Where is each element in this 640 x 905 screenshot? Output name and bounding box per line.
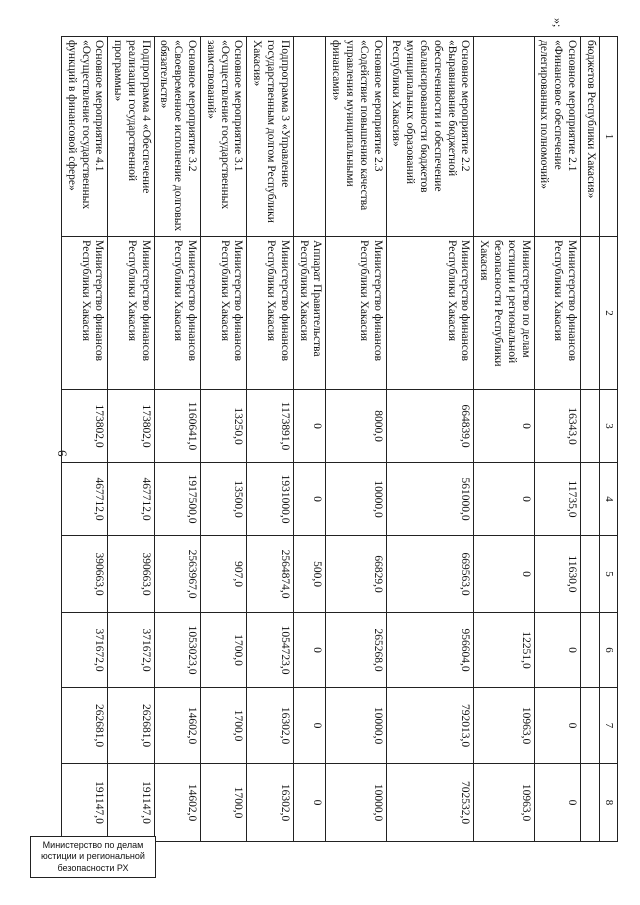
agency-cell <box>581 237 600 390</box>
amount-cell: 0 <box>293 463 326 536</box>
column-header: 2 <box>599 237 617 390</box>
activity-cell <box>293 37 326 237</box>
amount-cell: 1160641,0 <box>154 390 200 463</box>
amount-cell: 390663,0 <box>61 536 107 613</box>
amount-cell <box>581 536 600 613</box>
amount-cell: 10000,0 <box>326 688 386 764</box>
agency-cell: Министерство финансов Республики Хакасия <box>201 237 247 390</box>
amount-cell: 371672,0 <box>61 613 107 688</box>
activity-cell: Основное мероприятие 2.1 «Финансовое обеспечение делегированных полномочий» <box>534 37 580 237</box>
column-header: 3 <box>599 390 617 463</box>
amount-cell: 1700,0 <box>201 764 247 842</box>
table-row <box>293 37 326 842</box>
stamp-line: безопасности РХ <box>57 862 129 873</box>
amount-cell: 0 <box>534 764 580 842</box>
amount-cell: 11735,0 <box>534 463 580 536</box>
amount-cell: 1054723,0 <box>247 613 293 688</box>
amount-cell: 0 <box>534 613 580 688</box>
activity-cell: Основное мероприятие 3.2 «Своевременное исполнение долговых обязательств» <box>154 37 200 237</box>
agency-cell: Аппарат Правительства Республики Хакасия <box>293 237 326 390</box>
header-row <box>599 37 617 842</box>
amount-cell <box>581 613 600 688</box>
table-row <box>247 37 293 842</box>
amount-cell: 1053023,0 <box>154 613 200 688</box>
amount-cell: 10000,0 <box>326 463 386 536</box>
amount-cell: 191147,0 <box>108 764 154 842</box>
amount-cell <box>581 688 600 764</box>
amount-cell: 8000,0 <box>326 390 386 463</box>
table-row <box>534 37 580 842</box>
column-header: 6 <box>599 613 617 688</box>
amount-cell: 1700,0 <box>201 688 247 764</box>
amount-cell: 664839,0 <box>386 390 474 463</box>
activity-cell: Основное мероприятие 2.3 «Содействие повышению качества управления муниципальными финансами» <box>326 37 386 237</box>
amount-cell: 0 <box>534 688 580 764</box>
amount-cell: 13500,0 <box>201 463 247 536</box>
amount-cell: 0 <box>293 390 326 463</box>
amount-cell: 173802,0 <box>61 390 107 463</box>
amount-cell: 956604,0 <box>386 613 474 688</box>
corner-mark: »; <box>551 18 565 28</box>
amount-cell: 10963,0 <box>474 688 534 764</box>
amount-cell <box>581 764 600 842</box>
table-row <box>386 37 474 842</box>
amount-cell: 467712,0 <box>108 463 154 536</box>
page-number: 6 <box>55 450 70 457</box>
activity-cell <box>474 37 534 237</box>
column-header: 4 <box>599 463 617 536</box>
column-header: 5 <box>599 536 617 613</box>
amount-cell: 13250,0 <box>201 390 247 463</box>
stamp-line: Министерство по делам <box>42 840 144 850</box>
column-header: 8 <box>599 764 617 842</box>
ministry-stamp <box>30 836 156 878</box>
amount-cell: 10963,0 <box>474 764 534 842</box>
amount-cell <box>581 463 600 536</box>
agency-cell: Министерство финансов Республики Хакасия <box>61 237 107 390</box>
amount-cell: 0 <box>293 688 326 764</box>
activity-cell: Основное мероприятие 3.1 «Осуществление государственных заимствований» <box>201 37 247 237</box>
table-body <box>61 37 599 842</box>
table-row <box>61 37 107 842</box>
amount-cell: 16343,0 <box>534 390 580 463</box>
amount-cell: 11630,0 <box>534 536 580 613</box>
agency-cell: Министерство финансов Республики Хакасия <box>108 237 154 390</box>
agency-cell: Министерство финансов Республики Хакасия <box>247 237 293 390</box>
amount-cell: 2564874,0 <box>247 536 293 613</box>
table-row <box>581 37 600 842</box>
agency-cell: Министерство финансов Республики Хакасия <box>154 237 200 390</box>
agency-cell: Министерство финансов Республики Хакасия <box>534 237 580 390</box>
amount-cell: 390663,0 <box>108 536 154 613</box>
amount-cell: 10000,0 <box>326 764 386 842</box>
amount-cell: 16302,0 <box>247 688 293 764</box>
column-header: 1 <box>599 37 617 237</box>
amount-cell: 1700,0 <box>201 613 247 688</box>
budget-table <box>61 36 618 842</box>
table-row <box>326 37 386 842</box>
table-row <box>201 37 247 842</box>
column-header: 7 <box>599 688 617 764</box>
amount-cell: 173802,0 <box>108 390 154 463</box>
amount-cell: 262681,0 <box>61 688 107 764</box>
amount-cell: 561000,0 <box>386 463 474 536</box>
amount-cell: 371672,0 <box>108 613 154 688</box>
amount-cell: 14602,0 <box>154 688 200 764</box>
amount-cell: 702532,0 <box>386 764 474 842</box>
amount-cell: 1917500,0 <box>154 463 200 536</box>
table-row <box>474 37 534 842</box>
agency-cell: Министерство финансов Республики Хакасия <box>326 237 386 390</box>
amount-cell: 0 <box>293 764 326 842</box>
amount-cell: 16302,0 <box>247 764 293 842</box>
activity-cell: Основное мероприятие 4.1 «Осуществление государственных функций в финансовой сфере» <box>61 37 107 237</box>
amount-cell: 1931000,0 <box>247 463 293 536</box>
amount-cell: 0 <box>293 613 326 688</box>
amount-cell: 14602,0 <box>154 764 200 842</box>
amount-cell: 265268,0 <box>326 613 386 688</box>
amount-cell: 1173891,0 <box>247 390 293 463</box>
amount-cell: 0 <box>474 390 534 463</box>
amount-cell: 669563,0 <box>386 536 474 613</box>
amount-cell: 2563967,0 <box>154 536 200 613</box>
table-row <box>108 37 154 842</box>
stamp-line: юстиции и региональной <box>41 851 145 862</box>
amount-cell: 0 <box>474 463 534 536</box>
amount-cell: 907,0 <box>201 536 247 613</box>
amount-cell: 0 <box>474 536 534 613</box>
agency-cell: Министерство по делам юстиции и региональной безопасности Республики Хакасия <box>474 237 534 390</box>
amount-cell: 12251,0 <box>474 613 534 688</box>
activity-cell: бюджетов Республики Хакасия» <box>581 37 600 237</box>
amount-cell: 792013,0 <box>386 688 474 764</box>
activity-cell: Подпрограмма 4 «Обеспечение реализации государственной программы» <box>108 37 154 237</box>
amount-cell: 191147,0 <box>61 764 107 842</box>
amount-cell: 262681,0 <box>108 688 154 764</box>
amount-cell: 66829,0 <box>326 536 386 613</box>
rotated-table-container <box>61 36 618 841</box>
amount-cell: 467712,0 <box>61 463 107 536</box>
agency-cell: Министерство финансов Республики Хакасия <box>386 237 474 390</box>
amount-cell: 500,0 <box>293 536 326 613</box>
table-row <box>154 37 200 842</box>
activity-cell: Подпрограмма 3 «Управление государственным долгом Республики Хакасия» <box>247 37 293 237</box>
amount-cell <box>581 390 600 463</box>
activity-cell: Основное мероприятие 2.2 «Выравнивание бюджетной обеспеченности и обеспечение сбалансированности бюджетов муниципальных образований Республики Хакасия» <box>386 37 474 237</box>
